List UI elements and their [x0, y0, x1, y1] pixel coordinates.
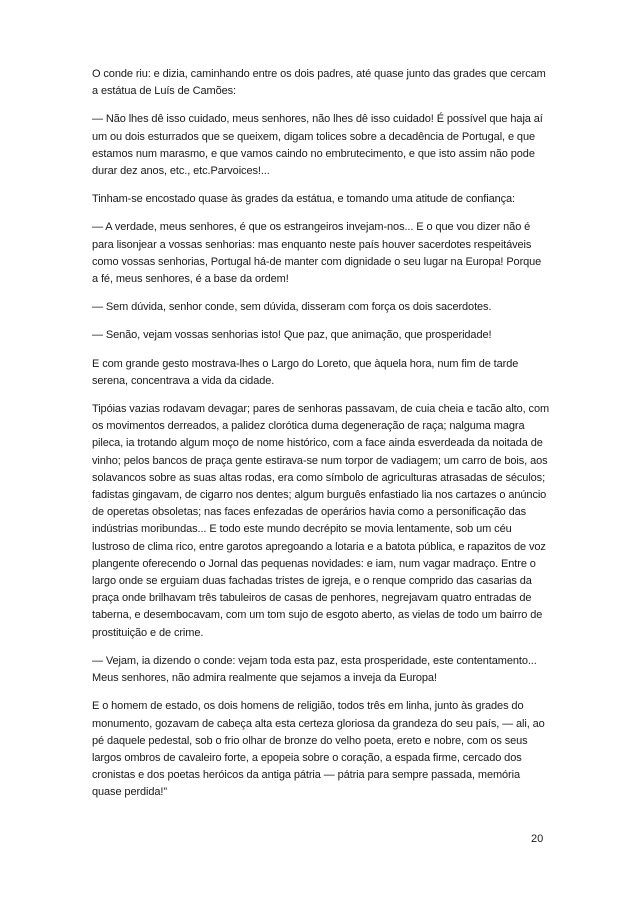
document-body [92, 66, 550, 813]
paragraph: — Senão, vejam vossas senhorias isto! Que paz, que animação, que prosperidade! [92, 329, 492, 342]
paragraph: — Vejam, ia dizendo o conde: vejam toda esta paz, esta prosperidade, este contentamento... Meus senhores, não admira realmente que sejamos a inveja da Europa! [92, 654, 537, 685]
paragraph: — A verdade, meus senhores, é que os estrangeiros invejam-nos... E o que vou dizer não é para lisonjear a vossas senhorias: mas enquanto neste país houver sacerdotes respeitáveis como vossas senhorias, Portugal há-de manter com dignidade o seu lugar na Europa! Porque a fé, meus senhores, é a base da ordem! [92, 221, 542, 286]
paragraph: — Sem dúvida, senhor conde, sem dúvida, disseram com força os dois sacerdotes. [92, 301, 492, 314]
paragraph: Tipóias vazias rodavam devagar; pares de senhoras passavam, de cuia cheia e tacão alto, com os movimentos derreados, a palidez clorótica duma degeneração de raça; nalguma magra pileca, ia trotando algum moço de nome histórico, com a face ainda esverdeada da noitada de vinho; pelos bancos de praça gente estirava-se num torpor de vadiagem; um carro de bois, aos solavancos sobre as suas altas rodas, era como símbolo de agriculturas atrasadas de séculos; fadistas gingavam, de cigarro nos dentes; algum burguês enfastiado lia nos cartazes o anúncio de operetas obsoletas; nas faces enfezadas de operários havia como a personificação das indústrias moribundas... E todo este mundo decrépito se movia lentamente, sob um céu lustroso de clima rico, entre garotos apregoando a lotaria e a batota pública, e rapazitos de voz plangente oferecendo o Jornal das pequenas novidades: e iam, num vagar madraço. Entre o largo onde se erguiam duas fachadas tristes de igreja, e o renque comprido das casarias da praça onde brilhavam três tabuleiros de casas de penhores, negrejavam quatro entradas de taberna, e desembocavam, com um tom sujo de esgoto aberto, as vielas de todo um bairro de prostituição e de crime. [92, 403, 550, 639]
paragraph: E com grande gesto mostrava-lhes o Largo do Loreto, que àquela hora, num fim de tarde serena, concentrava a vida da cidade. [92, 357, 519, 387]
paragraph: E o homem de estado, os dois homens de religião, todos três em linha, junto às grades do monumento, gozavam de cabeça alta esta certeza gloriosa da grandeza do seu país, — ali, ao pé daquele pedestal, sob o frio olhar de bronze do velho poeta, ereto e nobre, com os seus largos ombros de cavaleiro forte, a epopeia sobre o coração, a espada firme, cercado dos cronistas e dos poetas heróicos da antiga pátria — pátria para sempre passada, memória quase perdida!” [92, 700, 545, 799]
paragraph: — Não lhes dê isso cuidado, meus senhores, não lhes dê isso cuidado! É possível que haja aí um ou dois esturrados que se queixem, digam tolices sobre a decadência de Portugal, e que estamos num marasmo, e que vamos caindo no embrutecimento, e que isto assim não pode durar dez anos, etc., etc.Parvoices!... [92, 113, 543, 178]
paragraph: Tinham-se encostado quase às grades da estátua, e tomando uma atitude de confiança: [92, 193, 516, 206]
page-number: 20 [531, 833, 544, 845]
paragraph: O conde riu: e dizia, caminhando entre os dois padres, até quase junto das grades que cercam a estátua de Luís de Camões: [92, 68, 546, 98]
